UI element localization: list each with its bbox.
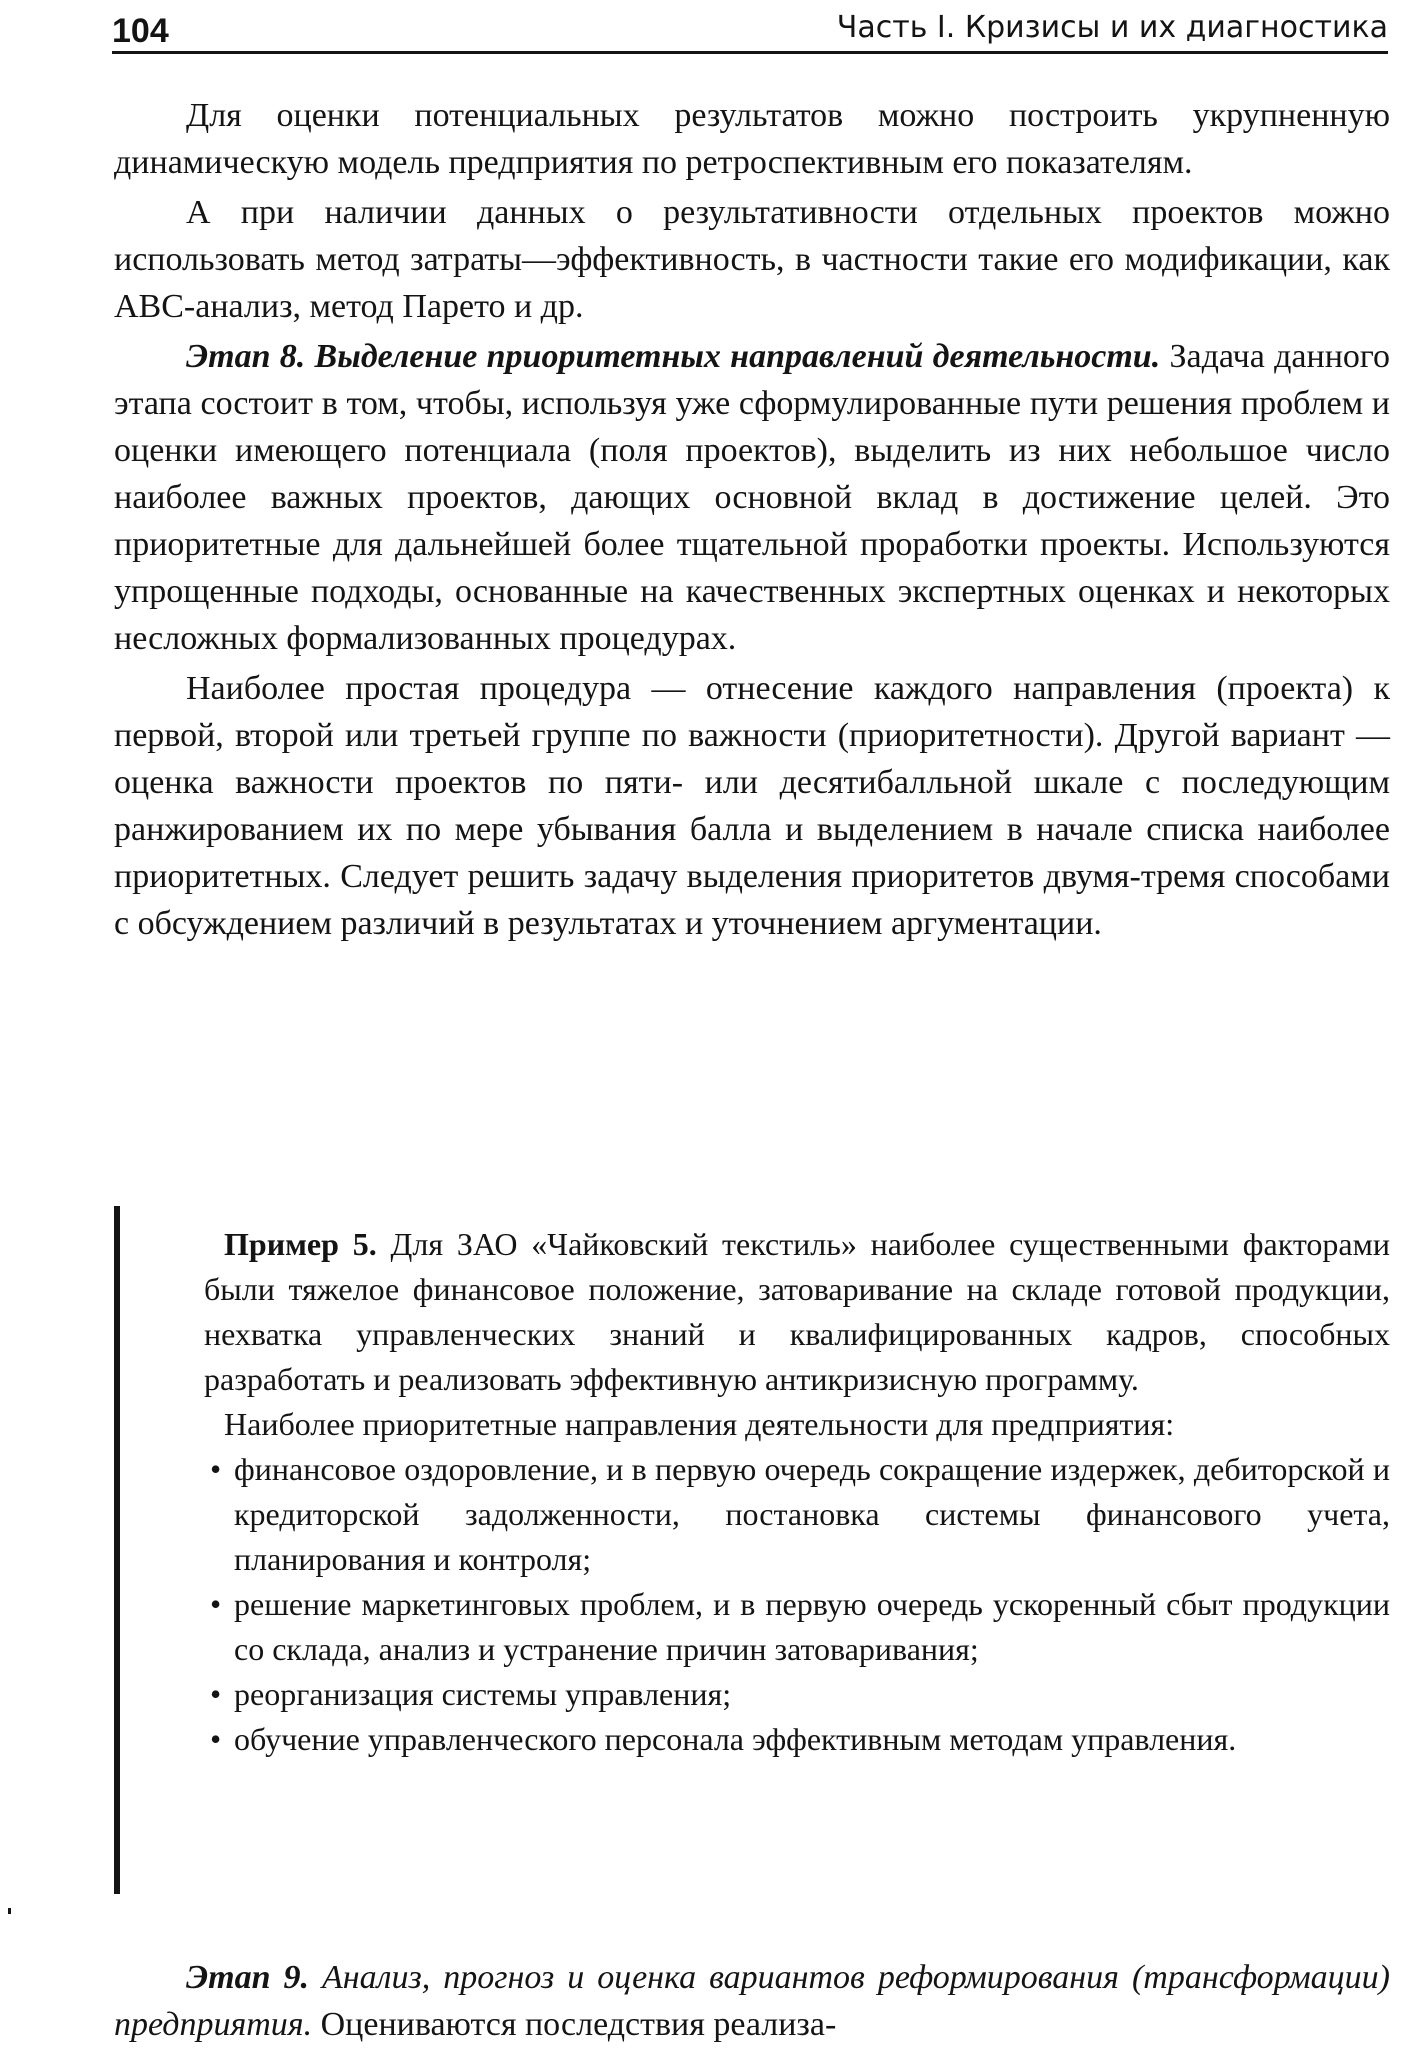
stage-8-heading: Этап 8. Выделение приоритетных направлений деятельности. [186, 338, 1161, 375]
example-sidebar-rule [114, 1206, 120, 1894]
example-text [204, 1222, 1390, 1762]
paragraph-cost-effectiveness: А при наличии данных о результативности отдельных проектов можно использовать метод затраты—эффективность, в частности такие его модификации, как ABC-анализ, метод Парето и др. [114, 194, 1390, 325]
stage-8-text: Задача данного этапа состоит в том, чтобы, используя уже сформулированные пути решения проблем и оценки имеющего потенциала (поля проектов), выделить из них небольшое число наиболее важных проектов, дающих основной вклад в достижение целей. Это приоритетные для дальнейшей более тщательной проработки проекты. Используются упрощенные подходы, основанные на качественных экспертных оценках и некоторых несложных формализованных процедурах. [114, 338, 1390, 657]
priority-item [204, 1672, 1390, 1717]
bullet-icon: • [210, 1586, 222, 1622]
paragraph-stage-9 [114, 1954, 1390, 2048]
example-body: Для ЗАО «Чайковский текстиль» наиболее существенными факторами были тяжелое финансовое положение, затоваривание на складе готовой продукции, нехватка управленческих знаний и квалифицированных кадров, способных разработать и реализовать эффективную антикризисную программу. [204, 1226, 1390, 1397]
page-header [112, 0, 1388, 52]
example-priorities-intro: Наиболее приоритетные направления деятельности для предприятия: [224, 1406, 1175, 1442]
example-paragraph [204, 1222, 1390, 1402]
paragraph-stage-8 [114, 333, 1390, 662]
example-heading: Пример 5. [224, 1226, 377, 1262]
running-head: Часть I. Кризисы и их диагностика [836, 10, 1388, 45]
body-text-upper [114, 92, 1390, 947]
paragraph-procedure: Наиболее простая процедура — отнесение каждого направления (проекта) к первой, второй или третьей группе по важности (приоритетности). Другой вариант — оценка важности проектов по пяти- или десятибалльной шкале с последующим ранжированием их по мере убывания балла и выделением в начале списка наиболее приоритетных. Следует решить задачу выделения приоритетов двумя-тремя способами с обсуждением различий в результатах и уточнением аргументации. [114, 670, 1390, 942]
example-box [108, 1206, 1390, 1894]
priority-item-text: обучение управленческого персонала эффективным методам управления. [234, 1721, 1237, 1757]
priority-item [204, 1582, 1390, 1672]
scan-speck [8, 1908, 11, 1914]
priority-item-text: решение маркетинговых проблем, и в первую очередь ускоренный сбыт продукции со склада, анализ и устранение причин затоваривания; [234, 1586, 1390, 1667]
bullet-icon: • [210, 1451, 222, 1487]
bullet-icon: • [210, 1676, 222, 1712]
priority-item [204, 1717, 1390, 1762]
priority-item-text: финансовое оздоровление, и в первую очередь сокращение издержек, дебиторской и кредиторской задолженности, постановка системы финансового учета, планирования и контроля; [234, 1451, 1390, 1577]
stage-9-text: Оцениваются последствия реализа- [320, 2006, 837, 2043]
bullet-icon: • [210, 1721, 222, 1757]
priority-item-text: реорганизация системы управления; [234, 1676, 732, 1712]
paragraph-model: Для оценки потенциальных результатов можно построить укрупненную динамическую модель предприятия по ретроспективным его показателям. [114, 97, 1390, 181]
priority-list [204, 1447, 1390, 1762]
stage-9-heading: Этап 9. [186, 1959, 309, 1996]
body-text-lower [114, 1954, 1390, 2048]
header-rule [112, 51, 1388, 54]
page-number: 104 [112, 12, 169, 50]
stage-9-title: Анализ, прогноз и оценка вариантов реформирования (трансформации) предприятия. [114, 1959, 1390, 2043]
priority-item [204, 1447, 1390, 1582]
